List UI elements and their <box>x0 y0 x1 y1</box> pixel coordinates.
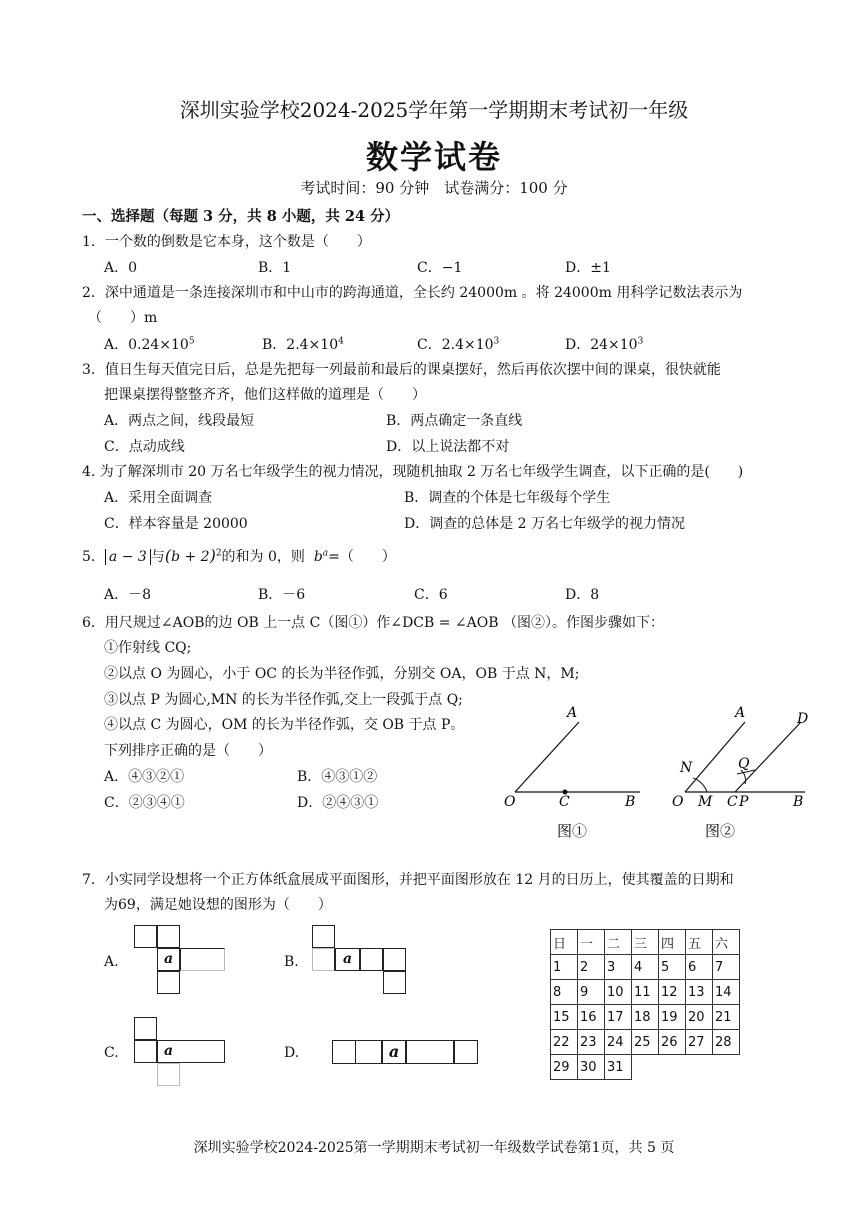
calendar-day: 22 <box>551 1030 578 1055</box>
calendar-day: 7 <box>713 955 740 980</box>
q6-option-d: D．②④③① <box>297 795 379 811</box>
q1-option-d: D．±1 <box>565 260 611 276</box>
q6-option-a: A．④③②① <box>104 769 185 785</box>
fig1-caption: 图① <box>557 822 588 840</box>
calendar-day: 2 <box>578 955 605 980</box>
q6-ask: 下列排序正确的是（ ） <box>104 743 272 759</box>
calendar-row <box>551 1055 740 1080</box>
fig2-label-d: D <box>797 711 809 727</box>
q1-stem: 1．一个数的倒数是它本身，这个数是（ ） <box>82 234 371 250</box>
q3-option-a: A．两点之间，线段最短 <box>104 413 255 429</box>
q5-option-c: C．6 <box>414 587 448 603</box>
fig1-label-o: O <box>504 794 516 810</box>
q6-step-3: ③以点 P 为圆心,MN 的长为半径作弧,交上一段弧于点 Q; <box>104 692 463 708</box>
fig2-label-n: N <box>680 760 693 776</box>
q4-stem: 4. 为了解深圳市 20 万名七年级学生的视力情况，现随机抽取 2 万名七年级学生调查，以下正确的是( ) <box>82 464 744 480</box>
calendar-empty-cell <box>659 1055 686 1080</box>
q7-net-d-cell-a: a <box>382 1040 406 1064</box>
q7-option-b-label: B. <box>284 954 299 970</box>
q4-option-d: D．调查的总体是 2 万名七年级学的视力情况 <box>404 516 686 532</box>
q3-option-c: C．点动成线 <box>104 439 185 455</box>
calendar-day: 14 <box>713 980 740 1005</box>
calendar-day: 30 <box>578 1055 605 1080</box>
q5-option-d: D．8 <box>565 587 600 603</box>
calendar-header-row <box>551 930 740 955</box>
fig1-label-b: B <box>625 794 636 810</box>
calendar-header-cell: 五 <box>686 930 713 955</box>
calendar-header-cell: 三 <box>632 930 659 955</box>
fig2-caption: 图② <box>705 822 736 840</box>
fig2-label-m: M <box>698 794 713 810</box>
calendar-day: 3 <box>605 955 632 980</box>
december-calendar <box>550 929 740 1080</box>
section-heading: 一、选择题（每题 3 分，共 8 小题，共 24 分） <box>82 208 400 225</box>
calendar-day: 11 <box>632 980 659 1005</box>
q3-stem: 3．值日生每天值完日后，总是先把每一列最前和最后的课桌摆好，然后再依次摆中间的课桌，很快就能 <box>82 362 721 378</box>
q2-option-d: D．$24\times 10^3$ <box>565 336 644 353</box>
q6-figure-2 <box>665 700 825 840</box>
calendar-empty-cell <box>713 1055 740 1080</box>
exam-meta: 考试时间：90 分钟 试卷满分：100 分 <box>300 179 568 197</box>
calendar-empty-cell <box>686 1055 713 1080</box>
q6-figure-1 <box>495 700 655 840</box>
q6-option-c: C．②③④① <box>104 795 185 811</box>
fig1-label-c: C <box>559 794 570 810</box>
fig2-label-b: B <box>793 794 804 810</box>
calendar-empty-cell <box>632 1055 659 1080</box>
q2-option-b: B．$2.4\times 10^4$ <box>262 336 344 353</box>
fig2-label-a: A <box>735 705 746 721</box>
fig2-label-p: P <box>739 794 749 810</box>
calendar-day: 17 <box>605 1005 632 1030</box>
q7-net-a-cell-a: a <box>157 948 180 971</box>
calendar-day: 20 <box>686 1005 713 1030</box>
q5-stem: 5． a − 3 与$(b + 2)^2$的和为 0，则 $b^a=$（ ） <box>82 546 396 565</box>
calendar-day: 31 <box>605 1055 632 1080</box>
calendar-header-cell: 一 <box>578 930 605 955</box>
calendar-day: 1 <box>551 955 578 980</box>
q7-stem: 7．小实同学设想将一个正方体纸盒展成平面图形，并把平面图形放在 12 月的日历上，使其覆盖的日期和 <box>82 872 734 888</box>
q3-stem-cont: 把课桌摆得整整齐齐，他们这样做的道理是（ ） <box>104 387 426 403</box>
q3-option-b: B．两点确定一条直线 <box>386 413 523 429</box>
calendar-day: 28 <box>713 1030 740 1055</box>
calendar-day: 24 <box>605 1030 632 1055</box>
q5-option-b: B．－6 <box>258 587 306 603</box>
q7-option-a-label: A. <box>104 954 119 970</box>
q1-option-b: B．1 <box>258 260 292 276</box>
page-footer: 深圳实验学校2024-2025第一学期期末考试初一年级数学试卷第1页，共 5 页 <box>193 1140 675 1156</box>
calendar-day: 29 <box>551 1055 578 1080</box>
calendar-day: 9 <box>578 980 605 1005</box>
calendar-header-cell: 四 <box>659 930 686 955</box>
q1-option-c: C．−1 <box>417 260 463 276</box>
calendar-day: 27 <box>686 1030 713 1055</box>
q4-option-b: B．调查的个体是七年级每个学生 <box>404 490 611 506</box>
calendar-header-cell: 六 <box>713 930 740 955</box>
q5-option-a: A．－8 <box>104 587 152 603</box>
calendar-day: 8 <box>551 980 578 1005</box>
q6-step-2: ②以点 O 为圆心，小于 OC 的长为半径作弧，分别交 OA，OB 于点 N，M; <box>104 666 580 682</box>
fig1-label-a: A <box>567 705 578 721</box>
calendar-day: 15 <box>551 1005 578 1030</box>
q6-step-1: ①作射线 CQ; <box>104 640 192 656</box>
calendar-day: 5 <box>659 955 686 980</box>
q3-option-d: D．以上说法都不对 <box>386 439 510 455</box>
calendar-row <box>551 1005 740 1030</box>
q7-option-c-label: C. <box>104 1045 119 1061</box>
exam-subject-title: 数学试卷 <box>365 138 502 176</box>
q2-stem: 2．深中通道是一条连接深圳市和中山市的跨海通道，全长约 24000m 。将 24000m 用科学记数法表示为 <box>82 285 743 301</box>
calendar-row <box>551 1030 740 1055</box>
q6-option-b: B．④③①② <box>297 769 378 785</box>
fig2-label-c: C <box>727 794 738 810</box>
exam-header-title: 深圳实验学校2024-2025学年第一学期期末考试初一年级 <box>179 98 689 122</box>
calendar-day: 10 <box>605 980 632 1005</box>
calendar-header-cell: 二 <box>605 930 632 955</box>
q2-option-c: C．$2.4\times 10^3$ <box>417 336 500 353</box>
calendar-day: 25 <box>632 1030 659 1055</box>
q7-option-d-label: D. <box>284 1045 300 1061</box>
q2-option-a: A．$0.24\times 10^5$ <box>104 336 195 353</box>
q6-stem: 6．用尺规过∠AOB的边 OB 上一点 C（图①）作∠DCB = ∠AOB （图②）。作图步骤如下： <box>82 615 664 631</box>
calendar-day: 19 <box>659 1005 686 1030</box>
fig2-label-q: Q <box>738 756 750 772</box>
calendar-header-cell: 日 <box>551 930 578 955</box>
calendar-row <box>551 955 740 980</box>
q7-net-b-cell-a: a <box>335 948 360 971</box>
calendar-day: 18 <box>632 1005 659 1030</box>
calendar-day: 16 <box>578 1005 605 1030</box>
q6-step-4: ④以点 C 为圆心，OM 的长为半径作弧，交 OB 于点 P。 <box>104 717 465 733</box>
q4-option-a: A．采用全面调查 <box>104 490 213 506</box>
q2-stem-cont: （ ）m <box>88 310 158 326</box>
fig2-label-o: O <box>672 794 684 810</box>
calendar-day: 4 <box>632 955 659 980</box>
calendar-day: 26 <box>659 1030 686 1055</box>
q1-option-a: A．0 <box>104 260 138 276</box>
calendar-day: 21 <box>713 1005 740 1030</box>
calendar-day: 12 <box>659 980 686 1005</box>
calendar-day: 6 <box>686 955 713 980</box>
q5-abs-expression: a − 3 <box>105 549 151 565</box>
q7-stem-cont: 为69，满足她设想的图形为（ ） <box>104 897 332 913</box>
calendar-day: 23 <box>578 1030 605 1055</box>
calendar-row <box>551 980 740 1005</box>
q7-net-c-cell-a: a <box>157 1040 225 1063</box>
q4-option-c: C．样本容量是 20000 <box>104 516 248 532</box>
calendar-day: 13 <box>686 980 713 1005</box>
